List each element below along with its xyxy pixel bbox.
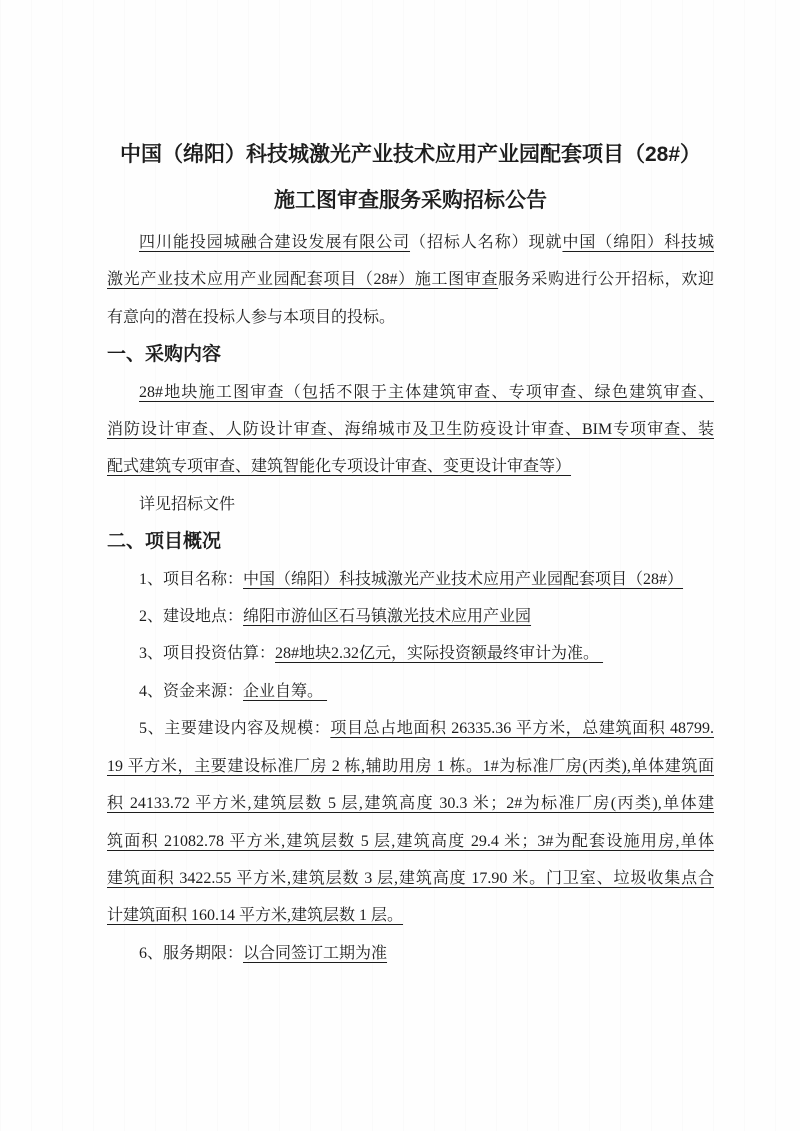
underlined-text: 28#地块2.32亿元，实际投资额最终审计为准。 xyxy=(275,645,604,663)
section-2-heading: 二、项目概况 xyxy=(107,531,222,553)
item-location xyxy=(107,598,714,635)
item-project-name xyxy=(107,561,714,598)
item-service-period xyxy=(107,935,714,972)
underlined-text: 28#地块施工图审查（包括不限于主体建筑审查、专项审查、绿色建筑审查、 xyxy=(139,383,714,401)
underlined-text: 积 24133.72 平方米,建筑层数 5 层,建筑高度 30.3 米；2#为标准厂房(丙类),单体建 xyxy=(107,795,714,813)
plain-text: 4、资金来源： xyxy=(139,682,244,700)
underlined-text: 配式建筑专项审查、建筑智能化专项设计审查、变更设计审查等） xyxy=(107,458,572,476)
underlined-text: 四川能投园城融合建设发展有限公司 xyxy=(139,234,411,251)
item-construction-scale xyxy=(107,897,714,934)
section-1-heading: 一、采购内容 xyxy=(107,344,222,366)
item-funding-source xyxy=(107,673,714,710)
procurement-content-line xyxy=(107,374,714,411)
plain-text: 5、主要建设内容及规模： xyxy=(139,720,331,738)
document-content xyxy=(107,132,714,972)
intro-paragraph-line xyxy=(107,299,714,336)
plain-text: 有意向的潜在投标人参与本项目的投标。 xyxy=(107,308,396,326)
item-construction-scale xyxy=(107,748,714,785)
item-construction-scale xyxy=(107,710,714,747)
item-investment-estimate xyxy=(107,635,714,672)
underlined-text: 消防设计审查、人防设计审查、海绵城市及卫生防疫设计审查、BIM专项审查、装 xyxy=(107,421,714,439)
plain-text: 2、建设地点： xyxy=(139,608,244,626)
procurement-content-line xyxy=(107,448,714,485)
plain-text: 6、服务期限： xyxy=(139,944,244,962)
item-construction-scale xyxy=(107,823,714,860)
underlined-text: 19 平方米，主要建设标准厂房 2 栋,辅助用房 1 栋。1#为标准厂房(丙类),单体建筑面 xyxy=(107,757,714,775)
item-construction-scale xyxy=(107,860,714,897)
plain-text: 服务采购进行公开招标，欢迎 xyxy=(498,271,714,289)
plain-text: 1、项目名称： xyxy=(139,570,244,588)
underlined-text: 计建筑面积 160.14 平方米,建筑层数 1 层。 xyxy=(107,907,404,925)
underlined-text: 中国（绵阳）科技城 xyxy=(562,234,714,251)
underlined-text: 筑面积 21082.78 平方米,建筑层数 5 层,建筑高度 29.4 米；3#为配套设施用房,单体 xyxy=(107,832,714,850)
plain-text: 详见招标文件 xyxy=(139,495,236,513)
intro-paragraph-line xyxy=(107,261,714,298)
plain-text: （招标人名称）现就 xyxy=(410,234,563,251)
underlined-text: 中国（绵阳）科技城激光产业技术应用产业园配套项目（28#） xyxy=(243,570,684,588)
plain-text: 3、项目投资估算： xyxy=(139,645,276,663)
document-title-line-1: 中国（绵阳）科技城激光产业技术应用产业园配套项目（28#） xyxy=(119,143,702,166)
underlined-text: 绵阳市游仙区石马镇激光技术应用产业园 xyxy=(243,608,532,626)
see-tender-document-line xyxy=(107,486,714,523)
underlined-text: 以合同签订工期为准 xyxy=(243,944,388,962)
underlined-text: 建筑面积 3422.55 平方米,建筑层数 3 层,建筑高度 17.90 米。门卫室、垃圾收集点合 xyxy=(107,869,714,887)
underlined-text: 企业自筹。 xyxy=(243,682,328,700)
item-construction-scale xyxy=(107,785,714,822)
document-title-line-2: 施工图审查服务采购招标公告 xyxy=(274,189,547,212)
procurement-content-line xyxy=(107,411,714,448)
underlined-text: 项目总占地面积 26335.36 平方米，总建筑面积 48799. xyxy=(330,720,714,738)
intro-paragraph-line xyxy=(107,224,714,261)
document-body xyxy=(107,224,714,972)
underlined-text: 激光产业技术应用产业园配套项目（28#）施工图审查 xyxy=(107,271,499,289)
